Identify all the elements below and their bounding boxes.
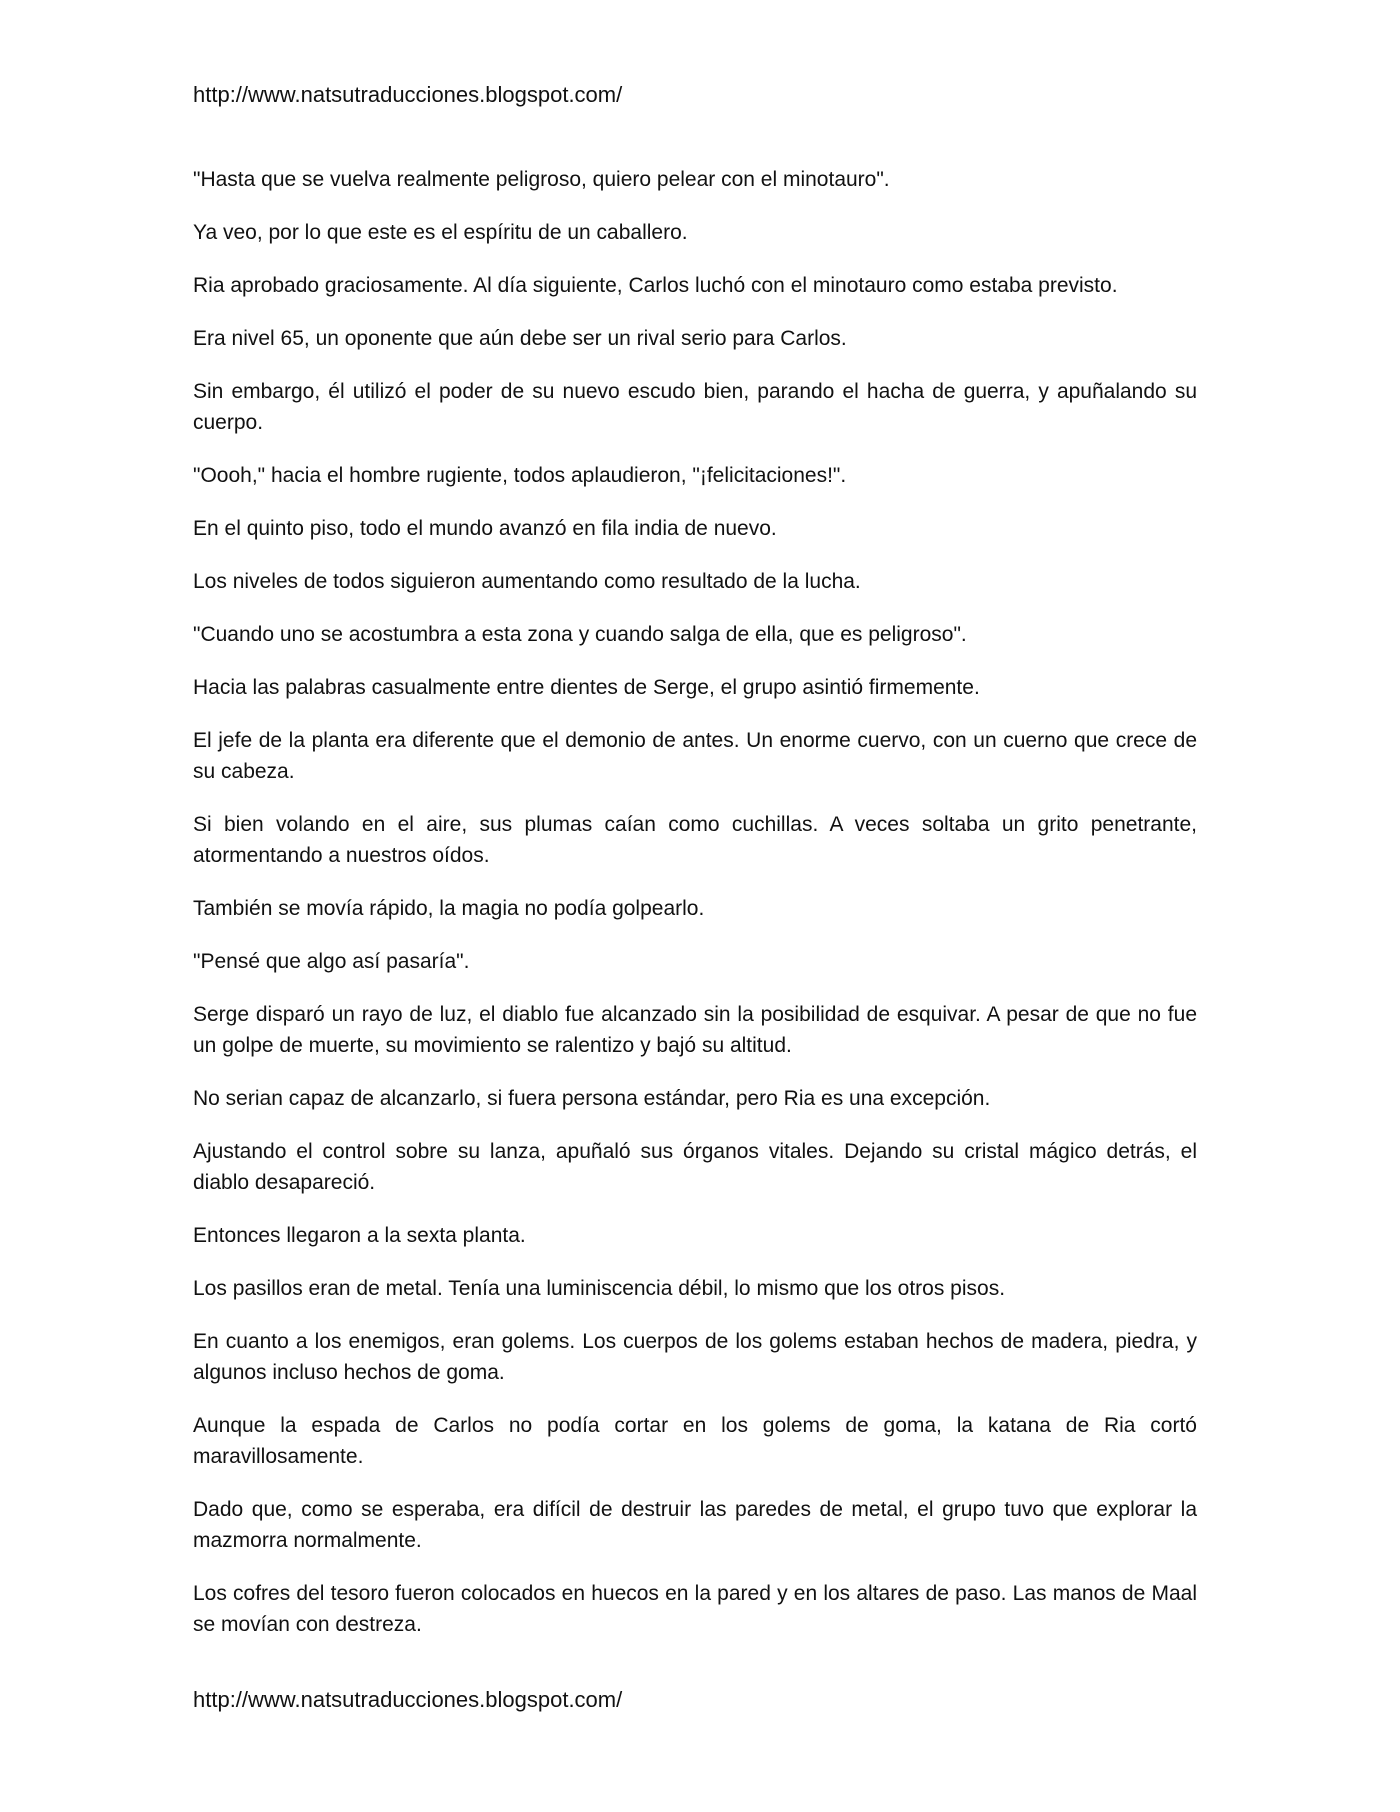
header-url: http://www.natsutraducciones.blogspot.com/	[193, 82, 623, 107]
paragraph: Ajustando el control sobre su lanza, apuñaló sus órganos vitales. Dejando su cristal mágico detrás, el diablo desapareció.	[193, 1140, 1197, 1194]
paragraph: "Pensé que algo así pasaría".	[193, 950, 470, 973]
paragraph: "Hasta que se vuelva realmente peligroso, quiero pelear con el minotauro".	[193, 168, 890, 191]
paragraph: Serge disparó un rayo de luz, el diablo fue alcanzado sin la posibilidad de esquivar. A pesar de que no fue un golpe de muerte, su movimiento se ralentizo y bajó su altitud.	[193, 1003, 1197, 1057]
paragraph: Sin embargo, él utilizó el poder de su nuevo escudo bien, parando el hacha de guerra, y apuñalando su cuerpo.	[193, 380, 1197, 434]
paragraph: No serian capaz de alcanzarlo, si fuera persona estándar, pero Ria es una excepción.	[193, 1087, 991, 1110]
paragraph: Los pasillos eran de metal. Tenía una luminiscencia débil, lo mismo que los otros pisos.	[193, 1277, 1006, 1300]
paragraph: Los niveles de todos siguieron aumentando como resultado de la lucha.	[193, 570, 861, 593]
paragraph: En el quinto piso, todo el mundo avanzó en fila india de nuevo.	[193, 517, 777, 540]
paragraph: Dado que, como se esperaba, era difícil de destruir las paredes de metal, el grupo tuvo que explorar la mazmorra normalmente.	[193, 1498, 1197, 1552]
paragraph: Entonces llegaron a la sexta planta.	[193, 1224, 526, 1247]
footer-url: http://www.natsutraducciones.blogspot.com/	[193, 1687, 623, 1712]
document-body	[193, 164, 1197, 1662]
paragraph: "Cuando uno se acostumbra a esta zona y cuando salga de ella, que es peligroso".	[193, 623, 967, 646]
paragraph: Hacia las palabras casualmente entre dientes de Serge, el grupo asintió firmemente.	[193, 676, 980, 699]
paragraph: "Oooh," hacia el hombre rugiente, todos aplaudieron, "¡felicitaciones!".	[193, 464, 847, 487]
paragraph: Si bien volando en el aire, sus plumas caían como cuchillas. A veces soltaba un grito penetrante, atormentando a nuestros oídos.	[193, 813, 1197, 867]
paragraph: En cuanto a los enemigos, eran golems. Los cuerpos de los golems estaban hechos de madera, piedra, y algunos incluso hechos de goma.	[193, 1330, 1197, 1384]
paragraph: Era nivel 65, un oponente que aún debe ser un rival serio para Carlos.	[193, 327, 847, 350]
paragraph: Aunque la espada de Carlos no podía cortar en los golems de goma, la katana de Ria cortó maravillosamente.	[193, 1414, 1197, 1468]
paragraph: Ria aprobado graciosamente. Al día siguiente, Carlos luchó con el minotauro como estaba previsto.	[193, 274, 1118, 297]
paragraph: Los cofres del tesoro fueron colocados en huecos en la pared y en los altares de paso. Las manos de Maal se movían con destreza.	[193, 1582, 1197, 1636]
paragraph: También se movía rápido, la magia no podía golpearlo.	[193, 897, 705, 920]
paragraph: El jefe de la planta era diferente que el demonio de antes. Un enorme cuervo, con un cuerno que crece de su cabeza.	[193, 729, 1197, 783]
paragraph: Ya veo, por lo que este es el espíritu de un caballero.	[193, 221, 688, 244]
